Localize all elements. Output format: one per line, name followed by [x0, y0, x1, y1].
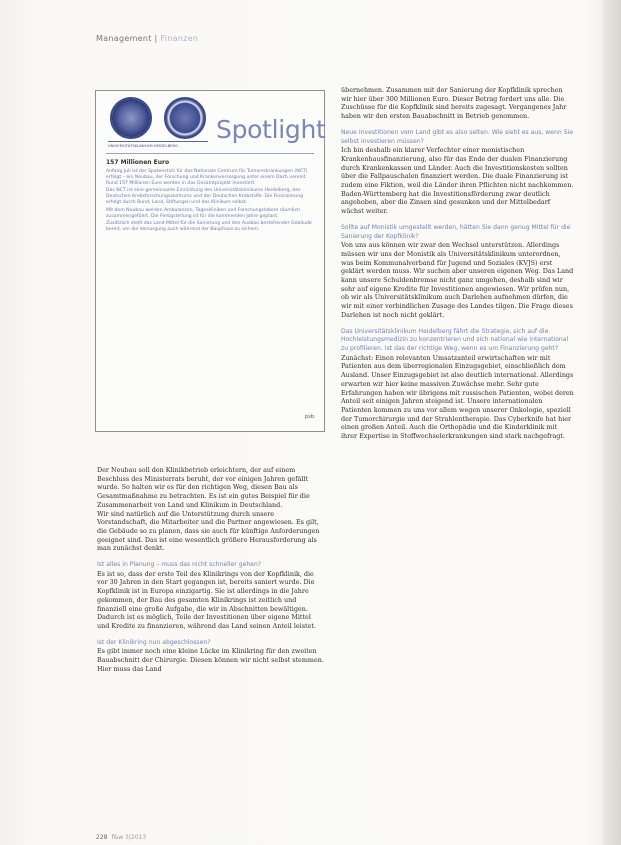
question-paragraph: Das Universitätsklinikum Heidelberg fährt die Strategie, sich auf die Hochleistungsmedizin zu konzentrieren und sich national wie international zu profilieren. Ist das der richtige Weg, wenn es um Finanzierung geht?: [341, 327, 569, 352]
spotlight-page-ref: psb: [305, 414, 314, 420]
answer-paragraph: Ich bin deshalb ein klarer Verfechter einer monistischen Krankenhausfinanzierung, also für das Ende der dualen Finanzierung durch Krankenkassen und Länder. Auch die Investitionskosten sollten über die Fallpauschalen finanziert werden. Die duale Finanzierung ist zudem eine Fiktion, weil die Länder ihren Pflichten nicht nachkommen. Baden-Württemberg hat die Investitionsförderung zwar deutlich angehoben, aber die Zinsen sind gesunken und der Mittelbedarf wächst weiter.: [341, 146, 574, 216]
answer-paragraph: Wir sind natürlich auf die Unterstützung durch unsere Vorstandschaft, die Mitarbeiter und die Partner angewiesen. Es gilt, die Gebäude so zu planen, dass sie auch für künftige Anforderungen geeignet sind. Das ist eine wesentlich größere Herausforderung als man zunächst denkt.: [97, 509, 320, 553]
answer-paragraph: Es ist so, dass der erste Teil des Klinikrings von der Kopfklinik, die vor 30 Jahren in den Start gegangen ist, bereits saniert wurde. Die Kopfklinik ist in Europa einzigartig. Sie ist allerdings in die Jahre gekommen, der Bau des gesamten Klinikrings ist zeitlich und finanziell eine große Aufgabe, die wir in Abschnitten bewältigen. Dadurch ist es möglich, Teile der Investitionen über eigene Mittel und Kredite zu finanzieren, während das Land seinen Anteil leistet.: [97, 569, 316, 630]
running-head-subsection: Finanzen: [160, 34, 199, 43]
question-paragraph: Neue Investitionen vom Land gibt es also selten. Wie sieht es aus, wenn Sie selbst investieren müssen?: [341, 128, 574, 145]
spotlight-paragraph: Mit dem Neubau werden Ambulanzen, Tageskliniken und Forschungslabore räumlich zusammengeführt. Die Fertigstellung ist für die kommenden Jahre geplant.: [106, 207, 300, 219]
page-number: 228: [96, 834, 108, 841]
university-seal-icon: [110, 97, 152, 139]
running-head-section: Management: [96, 34, 152, 43]
answer-paragraph: Der Neubau soll den Klinikbetrieb erleichtern, der auf einem Beschluss des Ministerrats beruht, der vor einigen Jahren gefällt wurde. So halten wir es für den richtigen Weg, diesen Bau als Gesamtmaßnahme zu betrachten. Es ist ein gutes Beispiel für die Zusammenarbeit von Land und Klinikum in Deutschland.: [97, 466, 310, 509]
answer-paragraph: übernehmen. Zusammen mit der Sanierung der Kopfklinik sprechen wir hier über 300 Millionen Euro. Dieser Betrag fordert uns alle. Die Zuschüsse für die Kopfklinik sind bereits zugesagt. Vergangenes Jahr haben wir den ersten Bauabschnitt in Betrieb genommen.: [341, 86, 567, 121]
running-head-separator: |: [151, 34, 161, 43]
university-logos: [110, 97, 206, 139]
spotlight-title: Spotlight: [216, 115, 326, 144]
publication-name: f&w 3|2013: [111, 834, 147, 841]
question-paragraph: Sollte auf Monistik umgestellt werden, hätten Sie dann genug Mittel für die Sanierung der Kopfklinik?: [341, 223, 571, 240]
spotlight-heading: 157 Millionen Euro: [106, 159, 170, 166]
university-name: UNIVERSITÄTSKLINIKUM HEIDELBERG: [108, 144, 179, 148]
answer-paragraph: Zunächst: Einen relevanten Umsatzanteil erwirtschaften wir mit Patienten aus dem überregionalen Einzugsgebiet, einschließlich dem Ausland. Unser Einzugsgebiet ist also deutlich international. Allerdings erwarten wir hier keine massiven Zuwächse mehr. Sehr gute Erfahrungen haben wir übrigens mit russischen Patienten, wobei deren Anteil seit einigen Jahren steigend ist. Unsere internationalen Patienten kommen zu uns vor allem wegen unserer Onkologie, speziell der Tumorchirurgie und der Strahlentherapie. Das Cyberknife hat hier einen großen Anteil. Auch die Orthopädie und die Kinderklinik mit ihrer Expertise in Stoffwechselerkrankungen sind stark nachgefragt.: [341, 353, 574, 441]
page-footer: [96, 834, 146, 841]
spotlight-rule: [106, 153, 314, 154]
running-head: [96, 34, 198, 43]
clinic-seal-icon: [164, 97, 206, 139]
page-binding-shadow: [603, 0, 621, 845]
question-paragraph: Ist alles in Planung – muss das nicht schneller gehen?: [97, 561, 262, 569]
spotlight-paragraph: Das NCT ist eine gemeinsame Einrichtung des Universitätsklinikums Heidelberg, des Deutschen Krebsforschungszentrums und der Deutschen Krebshilfe. Die Finanzierung erfolgt durch Bund, Land, Stiftungen und das Klinikum selbst.: [106, 188, 304, 206]
spotlight-text: [106, 169, 313, 234]
answer-paragraph: Von uns aus können wir zwar den Wechsel unterstützen. Allerdings müssen wir uns der Monistik als Universitätsklinikum unterordnen, was beim Kommunalverband für Jugend und Soziales (KVJS) erst geklärt werden muss. Wir suchen aber unseren eigenen Weg. Das Land kann unsere Schuldenbremse nicht ganz umgehen, deshalb sind wir sehr auf eigene Kredite für Investitionen angewiesen. Wir prüfen nun, ob wir als Universitätsklinikum auch Darlehen aufnehmen dürfen, die wir mit einer verbindlichen Zusage des Landes tilgen. Die Frage dieses Darlehen ist noch nicht geklärt.: [341, 241, 574, 319]
right-column: [341, 86, 574, 441]
spotlight-paragraph: Zusätzlich stellt das Land Mittel für die Sanierung und den Ausbau bestehender Gebäude bereit, um die Versorgung auch während der Bauphase zu sichern.: [106, 220, 312, 232]
answer-paragraph: Es gibt immer noch eine kleine Lücke im Klinikring für den zweiten Bauabschnitt der Chirurgie. Diesen können wir nicht selbst stemmen. Hier muss das Land: [97, 647, 324, 673]
left-column: [97, 466, 325, 673]
spotlight-paragraph: Anfang Juli ist der Spatenstich für das Nationale Centrum für Tumorerkrankungen (NCT) erfolgt – ein Neubau, der Forschung und Krankenversorgung unter einem Dach vereint. Rund 157 Millionen Euro werden in das Gesamtprojekt investiert.: [106, 169, 308, 187]
question-paragraph: Ist der Klinikring nun abgeschlossen?: [97, 638, 211, 646]
spotlight-box: [95, 90, 325, 432]
